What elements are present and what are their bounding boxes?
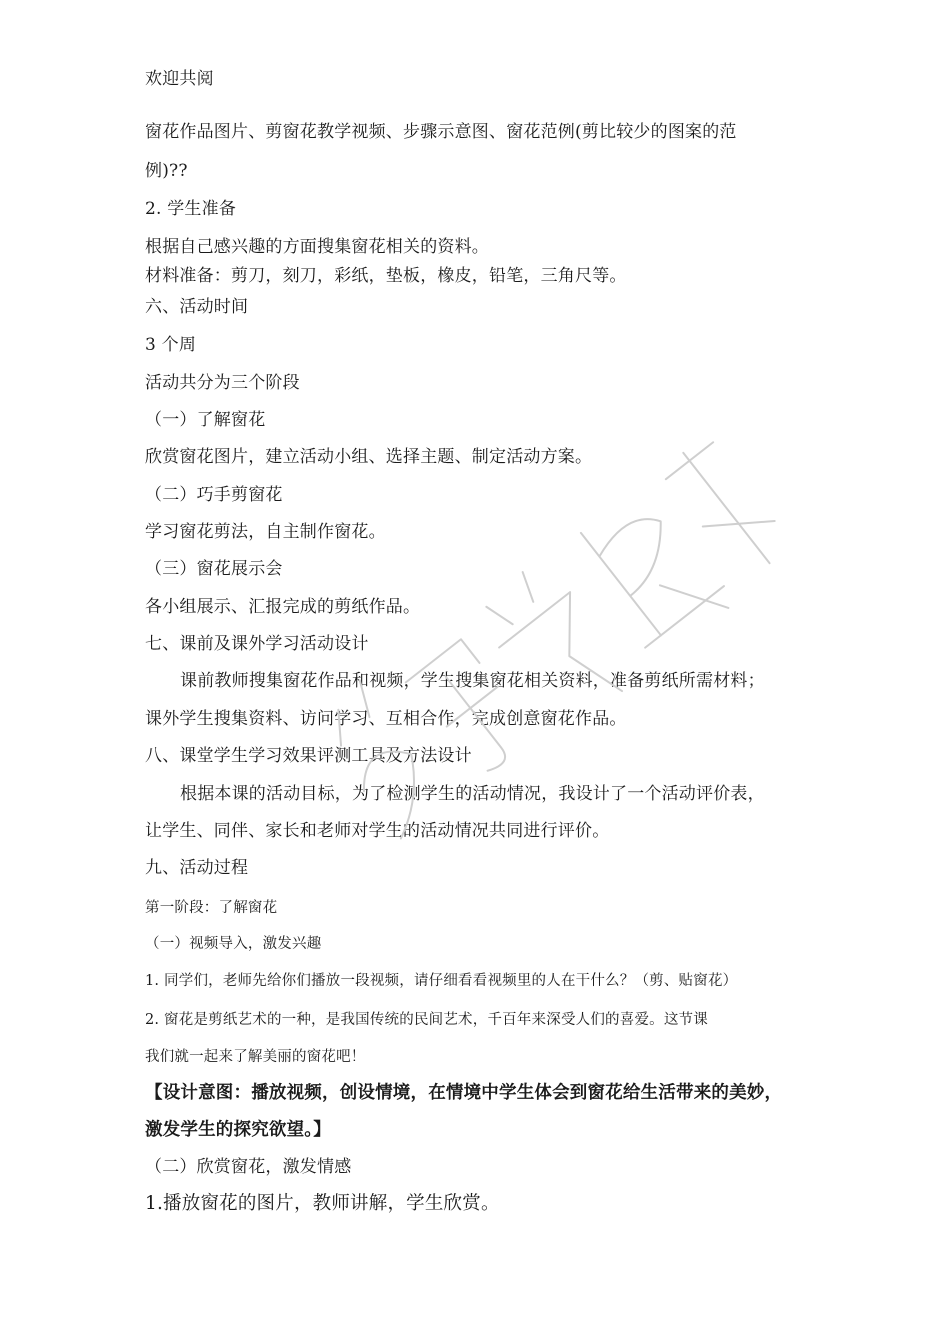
text-line: 1. 同学们，老师先给你们播放一段视频，请仔细看看视频里的人在干什么？（剪、贴窗花）: [145, 973, 738, 989]
section-heading: 六、活动时间: [145, 297, 249, 317]
design-intent-line: 【设计意图：播放视频，创设情境，在情境中学生体会到窗花给生活带来的美妙，: [145, 1083, 783, 1103]
text-line: 学习窗花剪法，自主制作窗花。: [145, 522, 386, 542]
text-line: 1.播放窗花的图片，教师讲解，学生欣赏。: [145, 1193, 500, 1214]
paragraph-line: 课前教师搜集窗花作品和视频，学生搜集窗花相关资料，准备剪纸所需材料；: [180, 671, 765, 691]
text-line: 活动共分为三个阶段: [145, 373, 300, 393]
text-line: 材料准备：剪刀，刻刀，彩纸，垫板，橡皮，铅笔，三角尺等。: [145, 266, 627, 286]
text-line: 各小组展示、汇报完成的剪纸作品。: [145, 597, 421, 617]
text-line: 3 个周: [145, 335, 197, 355]
text-line: 我们就一起来了解美丽的窗花吧！: [145, 1049, 366, 1065]
subheading: （一）视频导入，激发兴趣: [145, 936, 322, 952]
subheading: （三）窗花展示会: [145, 559, 283, 579]
text-line: 根据自己感兴趣的方面搜集窗花相关的资料。: [145, 237, 489, 257]
text-line: 欣赏窗花图片，建立活动小组、选择主题、制定活动方案。: [145, 447, 593, 467]
text-line: 2. 窗花是剪纸艺术的一种，是我国传统的民间艺术，千百年来深受人们的喜爱。这节课: [145, 1012, 708, 1028]
subheading: （一）了解窗花: [145, 410, 266, 430]
stage-heading: 第一阶段：了解窗花: [145, 900, 278, 916]
section-heading: 八、课堂学生学习效果评测工具及方法设计: [145, 746, 472, 766]
paragraph-line: 让学生、同伴、家长和老师对学生的活动情况共同进行评价。: [145, 821, 610, 841]
paragraph-line: 课外学生搜集资料、访问学习、互相合作，完成创意窗花作品。: [145, 709, 627, 729]
paragraph-line: 根据本课的活动目标，为了检测学生的活动情况，我设计了一个活动评价表，: [180, 784, 765, 804]
section-heading: 七、课前及课外学习活动设计: [145, 634, 369, 654]
design-intent-line: 激发学生的探究欲望。】: [145, 1120, 331, 1140]
page-header: 欢迎共阅: [145, 69, 214, 89]
subheading: （二）欣赏窗花，激发情感: [145, 1157, 352, 1177]
section-heading: 九、活动过程: [145, 858, 249, 878]
text-line: 例)??: [145, 161, 188, 181]
section-heading: 2. 学生准备: [145, 199, 237, 219]
subheading: （二）巧手剪窗花: [145, 485, 283, 505]
text-line: 窗花作品图片、剪窗花教学视频、步骤示意图、窗花范例(剪比较少的图案的范: [145, 122, 737, 142]
